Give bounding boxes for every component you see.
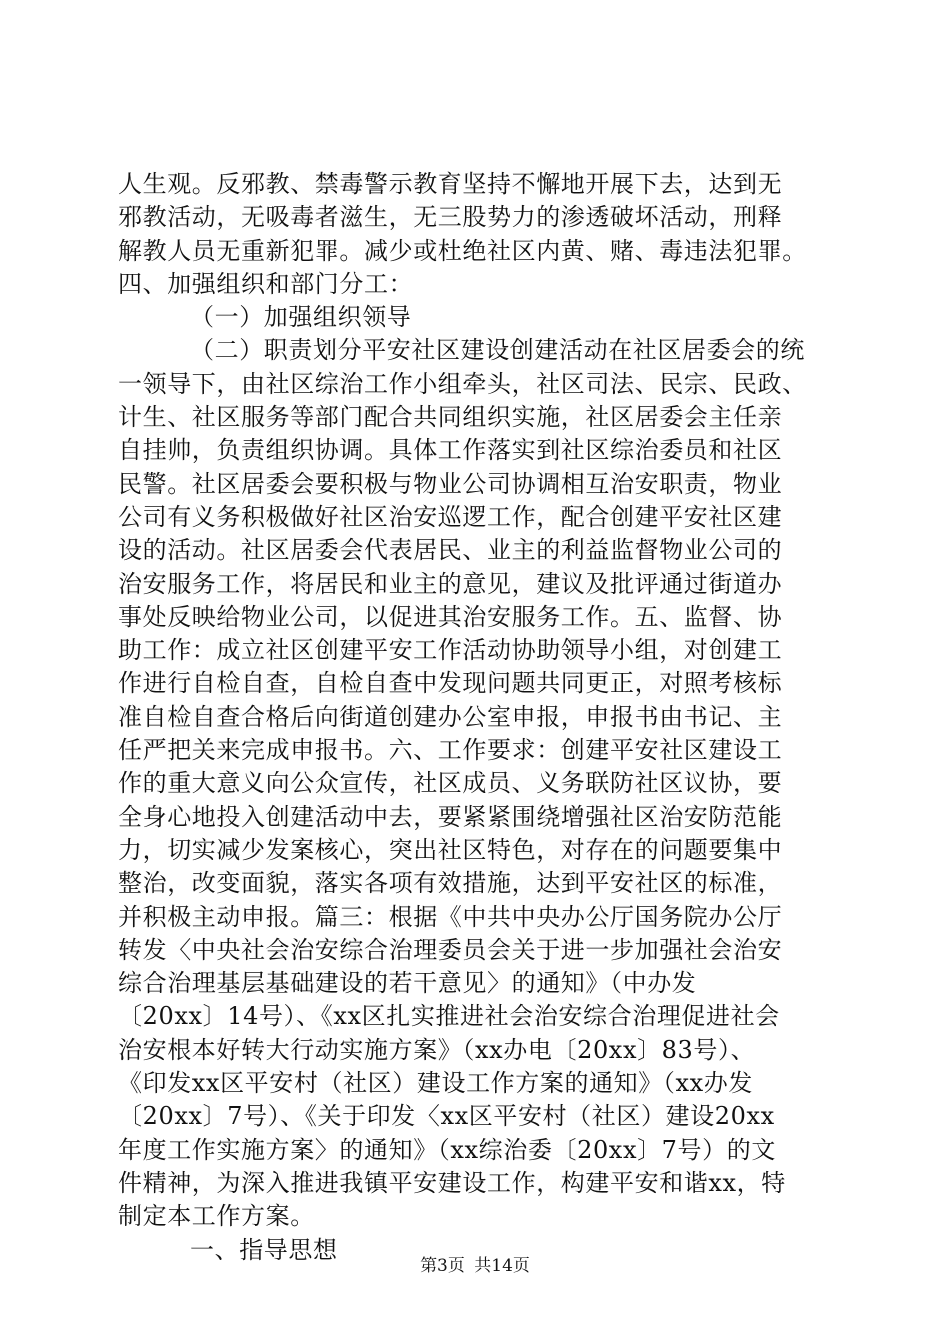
text-line: 治安服务工作，将居民和业主的意见，建议及批评通过街道办 — [118, 569, 783, 598]
page-number: 第3页 — [420, 1256, 465, 1276]
text-line: 解教人员无重新犯罪。减少或杜绝社区内黄、赌、毒违法犯罪。 — [118, 236, 807, 265]
text-line: 民警。社区居委会要积极与物业公司协调相互治安职责，物业 — [118, 469, 783, 498]
page-footer — [0, 1254, 950, 1278]
text-line: 《印发xx区平安村（社区）建设工作方案的通知》（xx办发 — [118, 1069, 753, 1098]
text-line: 自挂帅，负责组织协调。具体工作落实到社区综治委员和社区 — [118, 436, 783, 465]
text-line: 〔20xx〕14号）、《xx区扎实推进社会治安综合治理促进社会 — [118, 1002, 780, 1031]
text-line: 全身心地投入创建活动中去，要紧紧围绕增强社区治安防范能 — [118, 802, 783, 831]
text-line: 公司有义务积极做好社区治安巡逻工作，配合创建平安社区建 — [118, 502, 783, 531]
text-line: 治安根本好转大行动实施方案》（xx办电〔20xx〕83号）、 — [118, 1035, 756, 1064]
text-line: 力，切实减少发案核心，突出社区特色，对存在的问题要集中 — [118, 835, 783, 864]
text-line: 年度工作实施方案〉的通知》（xx综治委〔20xx〕7号）的文 — [118, 1135, 776, 1164]
text-line: 并积极主动申报。篇三：根据《中共中央办公厅国务院办公厅 — [118, 902, 783, 931]
text-line: 作的重大意义向公众宣传，社区成员、义务联防社区议协，要 — [118, 769, 783, 798]
text-line: 事处反映给物业公司，以促进其治安服务工作。五、监督、协 — [118, 602, 783, 631]
text-line: 整治，改变面貌，落实各项有效措施，达到平安社区的标准， — [118, 869, 783, 898]
text-line: 计生、社区服务等部门配合共同组织实施，社区居委会主任亲 — [118, 403, 783, 432]
text-line: 件精神，为深入推进我镇平安建设工作，构建平安和谐xx，特 — [118, 1168, 786, 1197]
section-heading: 四、加强组织和部门分工： — [118, 269, 414, 298]
text-line: 一领导下，由社区综治工作小组牵头，社区司法、民宗、民政、 — [118, 369, 807, 398]
text-line: 邪教活动，无吸毒者滋生，无三股势力的渗透破坏活动，刑释 — [118, 203, 783, 232]
text-line: 设的活动。社区居委会代表居民、业主的利益监督物业公司的 — [118, 536, 783, 565]
text-line: 助工作：成立社区创建平安工作活动协助领导小组，对创建工 — [118, 636, 783, 665]
page-total: 共14页 — [474, 1256, 530, 1276]
document-body — [118, 168, 852, 1267]
section-heading: 一、指导思想 — [190, 1235, 338, 1264]
text-line: 综合治理基层基础建设的若干意见〉的通知》（中办发 — [118, 969, 697, 998]
text-line: 转发〈中央社会治安综合治理委员会关于进一步加强社会治安 — [118, 935, 783, 964]
text-line: 作进行自检自查，自检自查中发现问题共同更正，对照考核标 — [118, 669, 783, 698]
text-line: 〔20xx〕7号）、《关于印发〈xx区平安村（社区）建设20xx — [118, 1102, 775, 1131]
text-line: （二）职责划分平安社区建设创建活动在社区居委会的统 — [190, 336, 805, 365]
text-line: 任严把关来完成申报书。六、工作要求：创建平安社区建设工 — [118, 736, 783, 765]
text-line: 人生观。反邪教、禁毒警示教育坚持不懈地开展下去，达到无 — [118, 170, 783, 198]
text-line: 制定本工作方案。 — [118, 1202, 315, 1231]
subsection-heading: （一）加强组织领导 — [190, 303, 412, 332]
text-line: 准自检自查合格后向街道创建办公室申报，申报书由书记、主 — [118, 702, 783, 731]
